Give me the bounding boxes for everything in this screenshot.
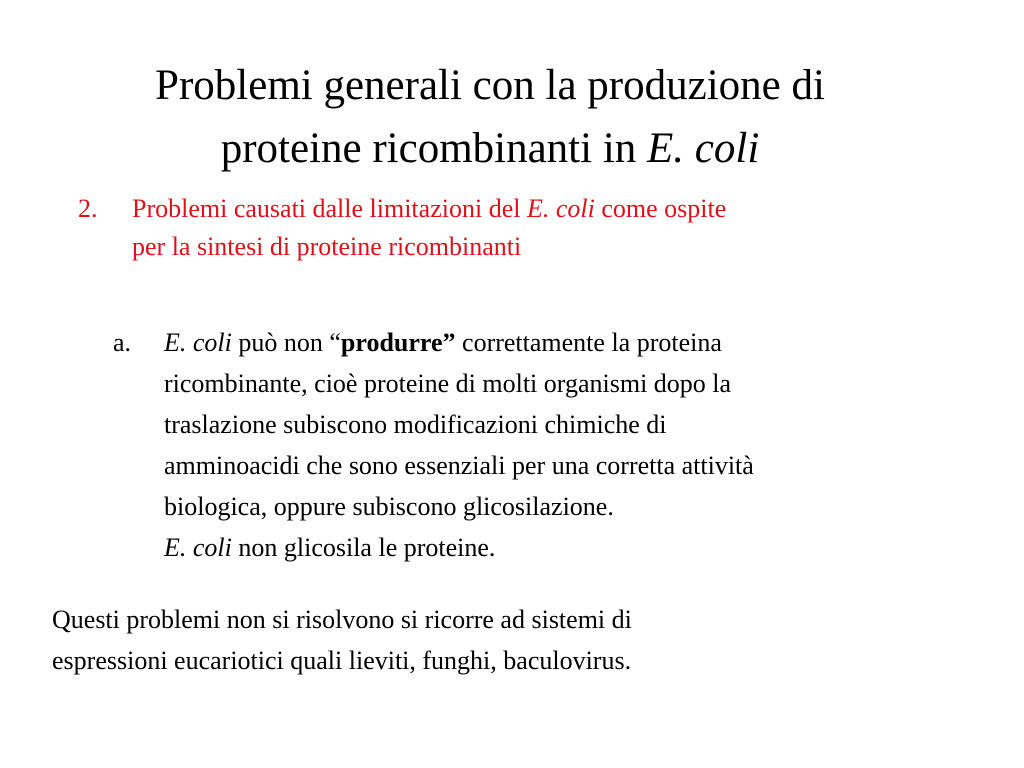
- closing-line-1: Questi problemi non si risolvono si ricorre ad sistemi di: [52, 605, 632, 634]
- lettered-item-line-1-suffix: correttamente la proteina: [455, 328, 722, 357]
- lettered-item-line-1: [164, 322, 973, 363]
- lettered-item-line-3: traslazione subiscono modificazioni chimiche di: [164, 410, 667, 439]
- numbered-item-organism: E. coli: [526, 194, 595, 223]
- list-number: 2.: [78, 194, 98, 223]
- lettered-item-emphasis: produrre”: [340, 328, 456, 357]
- lettered-item-line-5: biologica, oppure subiscono glicosilazione.: [164, 492, 614, 521]
- closing-paragraph: [52, 599, 972, 681]
- numbered-item-line-1-prefix: Problemi causati dalle limitazioni del: [132, 194, 527, 223]
- numbered-item-line-1-suffix: come ospite: [594, 194, 727, 223]
- numbered-item-text: [132, 190, 938, 266]
- title-line-2-text: proteine ricombinanti in: [220, 125, 648, 172]
- lettered-item-line-6-suffix: non glicosila le proteine.: [231, 533, 496, 562]
- lettered-item-organism-2: E. coli: [164, 533, 232, 562]
- lettered-item-line-2: ricombinante, cioè proteine di molti organismi dopo la: [164, 369, 732, 398]
- title-line-2: [90, 117, 890, 180]
- lettered-item-line-6: [164, 527, 973, 568]
- lettered-item-organism: E. coli: [164, 328, 232, 357]
- title-line-1: Problemi generali con la produzione di: [155, 62, 825, 109]
- lettered-item-line-4: amminoacidi che sono essenziali per una corretta attività: [164, 451, 754, 480]
- lettered-item-line-1-mid: può non “: [231, 328, 341, 357]
- slide-title: [90, 54, 890, 180]
- numbered-list-item: [78, 190, 938, 266]
- list-letter: a.: [113, 328, 132, 357]
- lettered-item-text: [164, 322, 973, 568]
- numbered-item-line-1: [132, 190, 938, 228]
- closing-line-2: espressioni eucariotici quali lieviti, funghi, baculovirus.: [52, 646, 632, 675]
- lettered-list-item: [113, 322, 973, 568]
- title-organism: E. coli: [647, 125, 760, 172]
- numbered-item-line-2: per la sintesi di proteine ricombinanti: [132, 232, 522, 261]
